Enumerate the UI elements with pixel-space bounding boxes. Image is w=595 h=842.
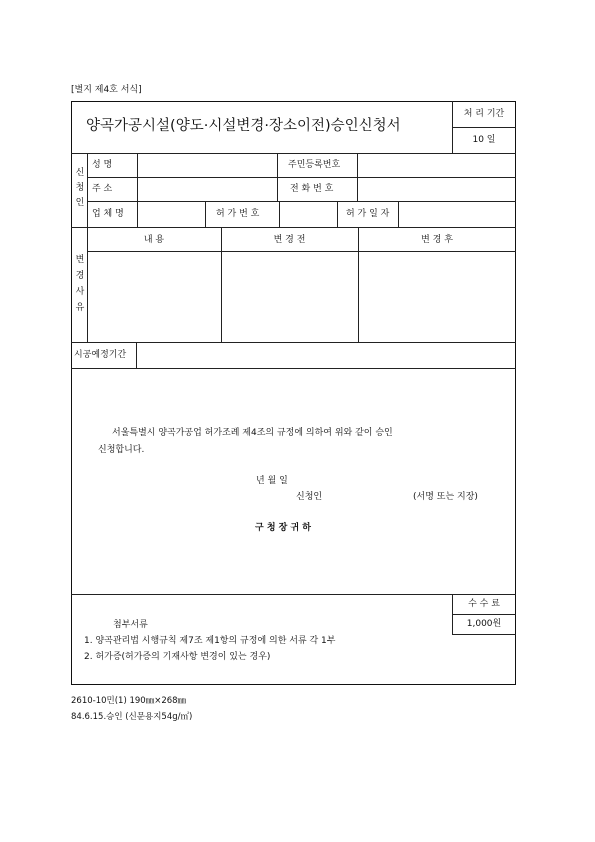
- footer-line-1: 2610-10민(1) 190㎜×268㎜: [71, 696, 187, 706]
- permit-no-label: 허 가 번 호: [216, 209, 260, 219]
- company-label: 업 체 명: [92, 209, 124, 219]
- permit-date-field[interactable]: [399, 202, 515, 226]
- processing-label: 처 리 기간: [463, 109, 505, 119]
- phone-field[interactable]: [358, 178, 515, 200]
- attachment-item-1: 1. 양곡관리법 시행규칙 제7조 제1항의 규정에 의한 서류 각 1부: [84, 636, 336, 646]
- company-field[interactable]: [138, 202, 204, 226]
- row3-divider-a: [205, 201, 206, 227]
- processing-divider: [452, 127, 516, 128]
- schedule-label: 시공예정기간: [74, 350, 127, 360]
- resident-no-field[interactable]: [358, 154, 515, 176]
- col-before-header: 변 경 전: [273, 235, 306, 245]
- date-line: 년 월 일: [256, 476, 288, 486]
- schedule-field[interactable]: [137, 343, 515, 367]
- change-content-field[interactable]: [88, 252, 220, 341]
- sign-note: (서명 또는 지장): [413, 492, 478, 502]
- col-content-header: 내 용: [143, 235, 165, 245]
- phone-label: 전 화 번 호: [290, 184, 334, 194]
- form-title: 양곡가공시설(양도·시설변경·장소이전)승인신청서: [86, 118, 401, 134]
- permit-no-field[interactable]: [280, 202, 336, 226]
- fee-value: 1,000원: [466, 619, 502, 629]
- statement-line-1: 서울특별시 양곡가공업 허가조례 제4조의 규정에 의하여 위와 같이 승인: [112, 428, 393, 438]
- col-after-header: 변 경 후: [421, 235, 453, 245]
- address-label: 주 소: [92, 184, 113, 194]
- change-side-label: 변 경 사 유: [75, 255, 85, 313]
- form-tag: [별지 제4호 서식]: [71, 85, 142, 95]
- fee-mid-line: [452, 614, 516, 615]
- resident-no-label: 주민등록번호: [288, 160, 341, 170]
- recipient: 구 청 장 귀 하: [255, 523, 312, 533]
- row-line-3: [71, 227, 516, 228]
- footer-line-2: 84.6.15.승인 (신문용지54g/㎡): [71, 712, 193, 722]
- attachments-top-line: [71, 594, 516, 595]
- fee-bottom-line: [452, 634, 516, 635]
- statement-line-2: 신청합니다.: [98, 445, 145, 455]
- permit-date-label: 허 가 일 자: [346, 209, 390, 219]
- row3-divider-c: [337, 201, 338, 227]
- address-field[interactable]: [138, 178, 277, 200]
- name-label: 성 명: [92, 160, 113, 170]
- processing-value: 10 일: [472, 135, 496, 145]
- fee-label: 수 수 료: [468, 599, 500, 609]
- change-before-field[interactable]: [222, 252, 357, 341]
- mid-col-divider: [277, 153, 278, 201]
- schedule-bottom-line: [71, 368, 516, 369]
- applicant-side-label: 신 청 인: [75, 168, 85, 208]
- change-after-field[interactable]: [359, 252, 515, 341]
- name-field[interactable]: [138, 154, 277, 176]
- attachments-title: 첨부서류: [113, 620, 148, 630]
- attachment-item-2: 2. 허가증(허가증의 기재사항 변경이 있는 경우): [84, 652, 271, 662]
- applicant-sign-label: 신청인: [296, 492, 323, 502]
